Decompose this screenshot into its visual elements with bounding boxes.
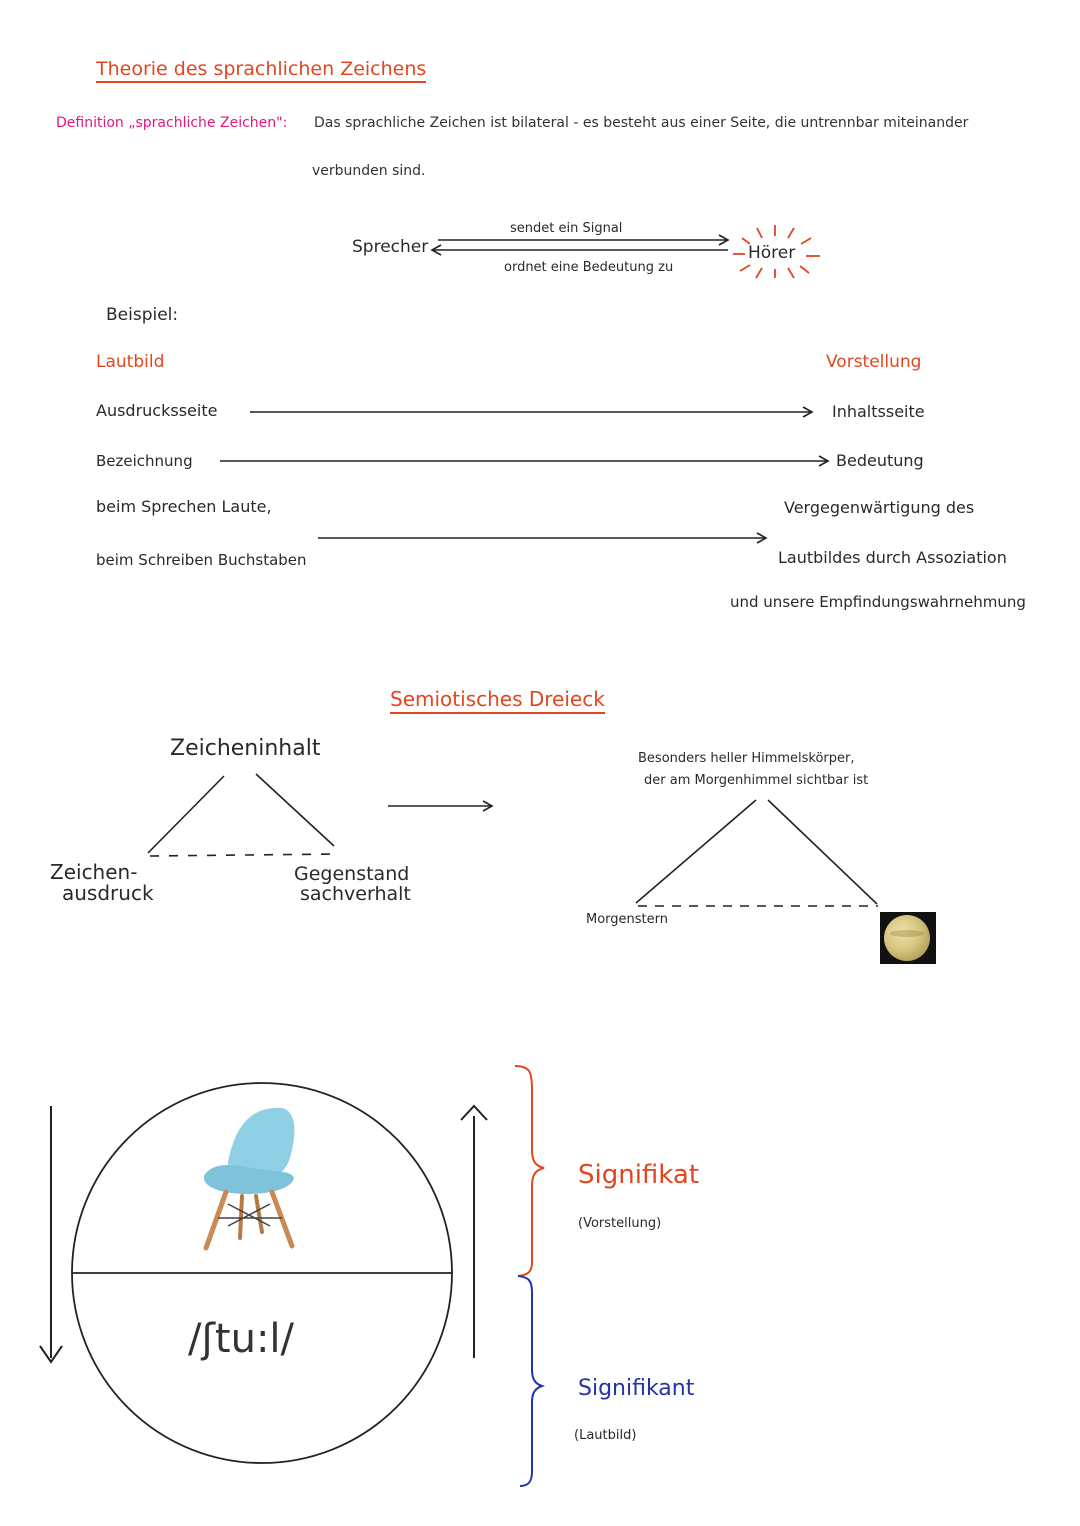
vergegenwaertigung-label: Vergegenwärtigung des: [784, 498, 975, 517]
buchstaben-label: beim Schreiben Buchstaben: [96, 551, 307, 569]
morgenstern-definition-line1: Besonders heller Himmelskörper,: [638, 751, 855, 766]
signifikant-sub: (Lautbild): [574, 1428, 637, 1443]
zeicheninhalt-label: Zeicheninhalt: [170, 736, 321, 761]
signifikant-brace: [518, 1276, 542, 1486]
signifikat-brace: [515, 1066, 544, 1276]
signal-label: sendet ein Signal: [510, 221, 623, 236]
listener-label: Hörer: [748, 243, 796, 263]
venus-image: [880, 912, 936, 964]
venus-band: [890, 930, 924, 937]
definition-text-line1: Das sprachliche Zeichen ist bilateral - es besteht aus einer Seite, die untrennbar miteinander: [314, 115, 969, 131]
definition-text-line2: verbunden sind.: [312, 163, 426, 179]
signifikat-sub: (Vorstellung): [578, 1216, 662, 1231]
zeichenausdruck-line1: Zeichen-: [50, 860, 138, 884]
speaker-label: Sprecher: [352, 237, 429, 257]
vorstellung-header: Vorstellung: [826, 352, 922, 372]
signifikat-label: Signifikat: [578, 1160, 700, 1190]
gegenstand-line1: Gegenstand: [294, 863, 410, 885]
phonetic-transcription: /ʃtu:l/: [188, 1316, 295, 1362]
bezeichnung-label: Bezeichnung: [96, 452, 193, 470]
chair-image: [204, 1108, 295, 1248]
bedeutung-label: Bedeutung: [836, 451, 924, 470]
page-title: Theorie des sprachlichen Zeichens: [96, 58, 426, 83]
signifikant-label: Signifikant: [578, 1376, 695, 1401]
laute-label: beim Sprechen Laute,: [96, 497, 272, 516]
empfindung-label: und unsere Empfindungswahrnehmung: [730, 593, 1026, 611]
semiotic-triangle-right: [636, 800, 878, 906]
example-label: Beispiel:: [106, 305, 179, 325]
morgenstern-definition: [638, 748, 868, 792]
semiotic-triangle-left: [148, 774, 340, 856]
gegenstand-label: [294, 864, 411, 904]
morgenstern-label: Morgenstern: [586, 912, 668, 927]
inhaltsseite-label: Inhaltsseite: [832, 402, 925, 421]
ausdrucksseite-label: Ausdrucksseite: [96, 401, 218, 420]
venus-disc: [884, 915, 930, 961]
assoziation-label: Lautbildes durch Assoziation: [778, 548, 1007, 567]
meaning-label: ordnet eine Bedeutung zu: [504, 260, 674, 275]
triangle-title: Semiotisches Dreieck: [390, 687, 605, 714]
gegenstand-line2: sachverhalt: [300, 883, 411, 905]
zeichenausdruck-label: [50, 862, 154, 904]
zeichenausdruck-line2: ausdruck: [62, 881, 154, 905]
definition-label: Definition „sprachliche Zeichen":: [56, 115, 288, 131]
lautbild-header: Lautbild: [96, 352, 165, 372]
morgenstern-definition-line2: der am Morgenhimmel sichtbar ist: [644, 773, 869, 788]
